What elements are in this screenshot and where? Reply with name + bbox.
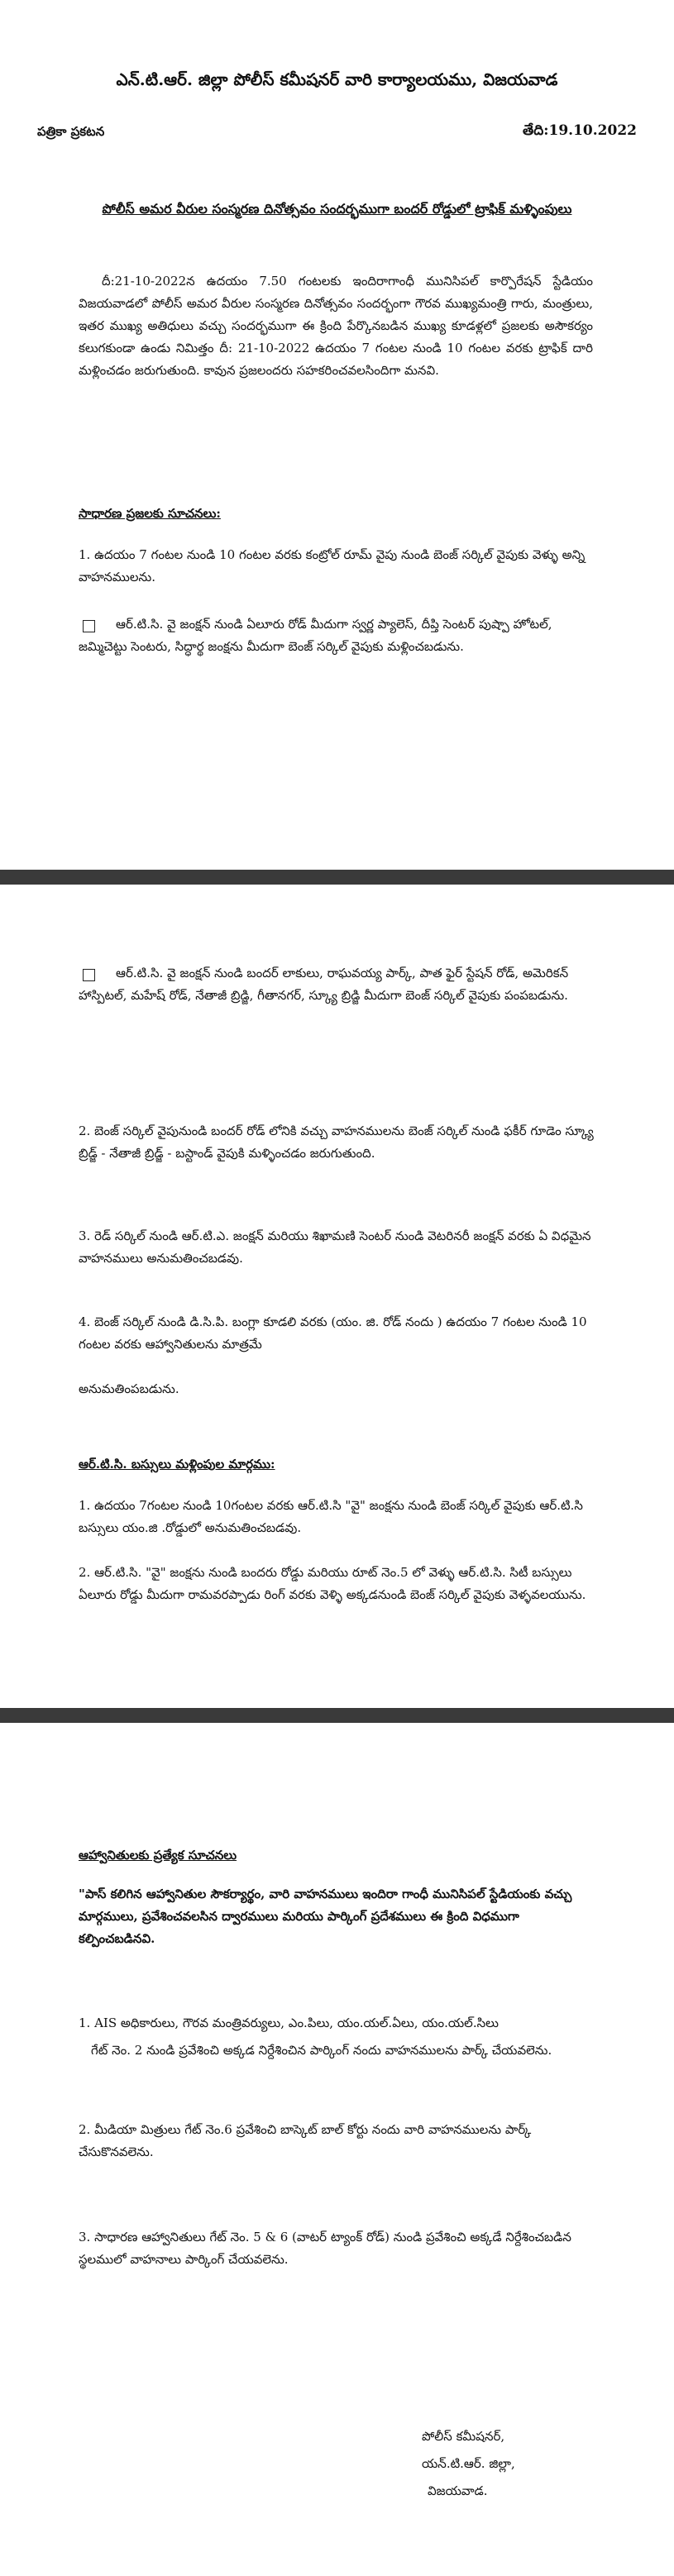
general-item-3: 3. రెడ్ సర్కిల్ నుండి ఆర్.టి.ఎ. జంక్షన్ మరియు శిఖామణి సెంటర్ నుండి వెటరినరీ జంక్షన్ వరకు ఏ విధమైన వాహనములు అనుమతించబడవు. <box>79 1228 595 1266</box>
general-item-4-continuation: అనుమతింపబడును. <box>79 1381 179 1396</box>
rtc-item-2: 2. ఆర్.టి.సి. "వై" జంక్షను నుండి బందరు రోడ్డు మరియు రూట్ నెం.5 లో వెళ్ళు ఆర్.టి.సి. సిటీ బస్సులు ఏలూరు రోడ్డు మీదుగా రామవరప్పాడు రింగ్ వరకు వెళ్ళి అక్కడనుండి బెంజ్ సర్కిల్ వైపుకు వెళ్ళవలయును. <box>79 1565 586 1602</box>
invitees-item-1-line-1: 1. AIS అధికారులు, గౌరవ మంత్రివర్యులు, ఎం.పిలు, యం.యల్.ఏలు, యం.యల్.సిలు <box>79 2015 499 2030</box>
invitees-item-2: 2. మీడియా మిత్రులు గేట్ నెం.6 ప్రవేశించి బాస్కెట్ బాల్ కోర్టు నందు వారి వాహనములను పార్క్ చేసుకొనవలెను. <box>79 2122 536 2159</box>
invitees-heading: ఆహ్వానితులకు ప్రత్యేక సూచనలు <box>79 1848 237 1863</box>
general-public-heading: సాధారణ ప్రజలకు సూచనలు: <box>79 506 221 521</box>
press-date: తేది:19.10.2022 <box>523 122 637 139</box>
subject-title: పోలీస్ అమర వీరుల సంస్మరణ దినోత్సవం సందర్భముగా బందర్ రోడ్డులో ట్రాఫిక్ మళ్ళింపులు <box>102 201 572 217</box>
general-bullet-2: ఆర్.టి.సి. వై జంక్షన్ నుండి బందర్ లాకులు, రాఘవయ్య పార్క్, పాత ఫైర్ స్టేషన్ రోడ్, అమెరికన్ హాస్పిటల్, మహేష్ రోడ్, నేతాజీ బ్రిడ్జి, గీతానగర్, స్క్యూ బ్రిడ్జి మీదుగా బెంజ్ సర్కిల్ వైపుకు పంపబడును. <box>79 966 572 1003</box>
general-item-1: 1. ఉదయం 7 గంటల నుండి 10 గంటల వరకు కంట్రోల్ రూమ్ వైపు నుండి బెంజ్ సర్కిల్ వైపుకు వెళ్ళు అన్ని వాహనములను. <box>79 547 590 584</box>
page-separator-2 <box>0 1708 674 1723</box>
signature-line-3: విజయవాడ. <box>428 2483 488 2498</box>
page-separator-1 <box>0 870 674 885</box>
invitees-note: "పాస్ కలిగిన ఆహ్వానితుల సౌకర్యార్థం, వారి వాహనములు ఇందిరా గాంధీ మునిసిపల్ స్టేడియంకు వచ్చు మార్గములు, ప్రవేశించవలసిన ద్వారములు మరియు పార్కింగ్ ప్రదేశములు ఈ క్రింది విధముగా కల్పించబడినవి. <box>79 1887 576 1946</box>
signature-line-1: పోలీస్ కమీషనర్, <box>422 2429 505 2444</box>
invitees-item-1-line-2: గేట్ నెం. 2 నుండి ప్రవేశించి అక్కడ నిర్దేశించిన పార్కింగ్ నందు వాహనములను పార్క్ చేయవలెను. <box>91 2043 552 2058</box>
office-title: ఎన్.టి.ఆర్. జిల్లా పోలీస్ కమీషనర్ వారి కార్యాలయము, విజయవాడ <box>116 69 558 89</box>
signature-line-2: యన్.టి.ఆర్. జిల్లా, <box>422 2456 515 2471</box>
general-item-2: 2. బెంజ్ సర్కిల్ వైపునుండి బందర్ రోడ్ లోనికి వచ్చు వాహనములను బెంజ్ సర్కిల్ నుండి ఫకీర్ గూడెం స్క్యూ బ్రిడ్జ్ - నేతాజీ బ్రిడ్జ్ - బస్టాండ్ వైపుకి మళ్ళించడం జరుగుతుంది. <box>79 1123 598 1161</box>
invitees-item-3: 3. సాధారణ ఆహ్వానితులు గేట్ నెం. 5 & 6 (వాటర్ ట్యాంక్ రోడ్) నుండి ప్రవేశించి అక్కడే నిర్దేశించబడిన స్థలములో వాహనాలు పార్కింగ్ చేయవలెను. <box>79 2230 576 2267</box>
press-release-label: పత్రికా ప్రకటన <box>37 124 105 139</box>
intro-paragraph: దీ:21-10-2022న ఉదయం 7.50 గంటలకు ఇందిరాగాంధీ మునిసిపల్ కార్పొరేషన్ స్టేడియం విజయవాడలో పోలీస్ అమర వీరుల సంస్మరణ దినోత్సవం సందర్భంగా గౌరవ ముఖ్యమంత్రి గారు, మంత్రులు, ఇతర ముఖ్య అతిధులు వచ్చు సందర్భముగా ఈ క్రింది పేర్కొనబడిన ముఖ్య కూడళ్లలో ప్రజలకు అసౌకర్యం కలుగకుండా ఉండు నిమిత్తం దీ: 21-10-2022 ఉదయం 7 గంటల నుండి 10 గంటల వరకు ట్రాఫిక్ దారి మళ్లించడం జరుగుతుంది. కావున ప్రజలందరు సహకరించవలసిందిగా మనవి. <box>79 274 597 378</box>
general-bullet-1: ఆర్.టి.సి. వై జంక్షన్ నుండి ఏలూరు రోడ్ మీదుగా స్వర్ణ ప్యాలెస్, దీప్తి సెంటర్ పుష్పా హోటల్, జమ్మిచెట్టు సెంటరు, సిద్ధార్థ జంక్షను మీదుగా బెంజ్ సర్కిల్ వైపుకు మళ్లించబడును. <box>79 617 557 654</box>
rtc-item-1: 1. ఉదయం 7గంటల నుండి 10గంటల వరకు ఆర్.టి.సి "వై" జంక్షను నుండి బెంజ్ సర్కిల్ వైపుకు ఆర్.టి.సి బస్సులు యం.జి .రోడ్డులో అనుమతించబడవు. <box>79 1498 587 1535</box>
rtc-heading: ఆర్.టి.సి. బస్సులు మళ్లింపుల మార్గము: <box>79 1457 275 1472</box>
general-item-4: 4. బెంజ్ సర్కిల్ నుండి డి.సి.పి. బంగ్లా కూడలి వరకు (యం. జి. రోడ్ నందు ) ఉదయం 7 గంటల నుండి 10 గంటల వరకు ఆహ్వానితులను మాత్రమే <box>79 1314 591 1352</box>
